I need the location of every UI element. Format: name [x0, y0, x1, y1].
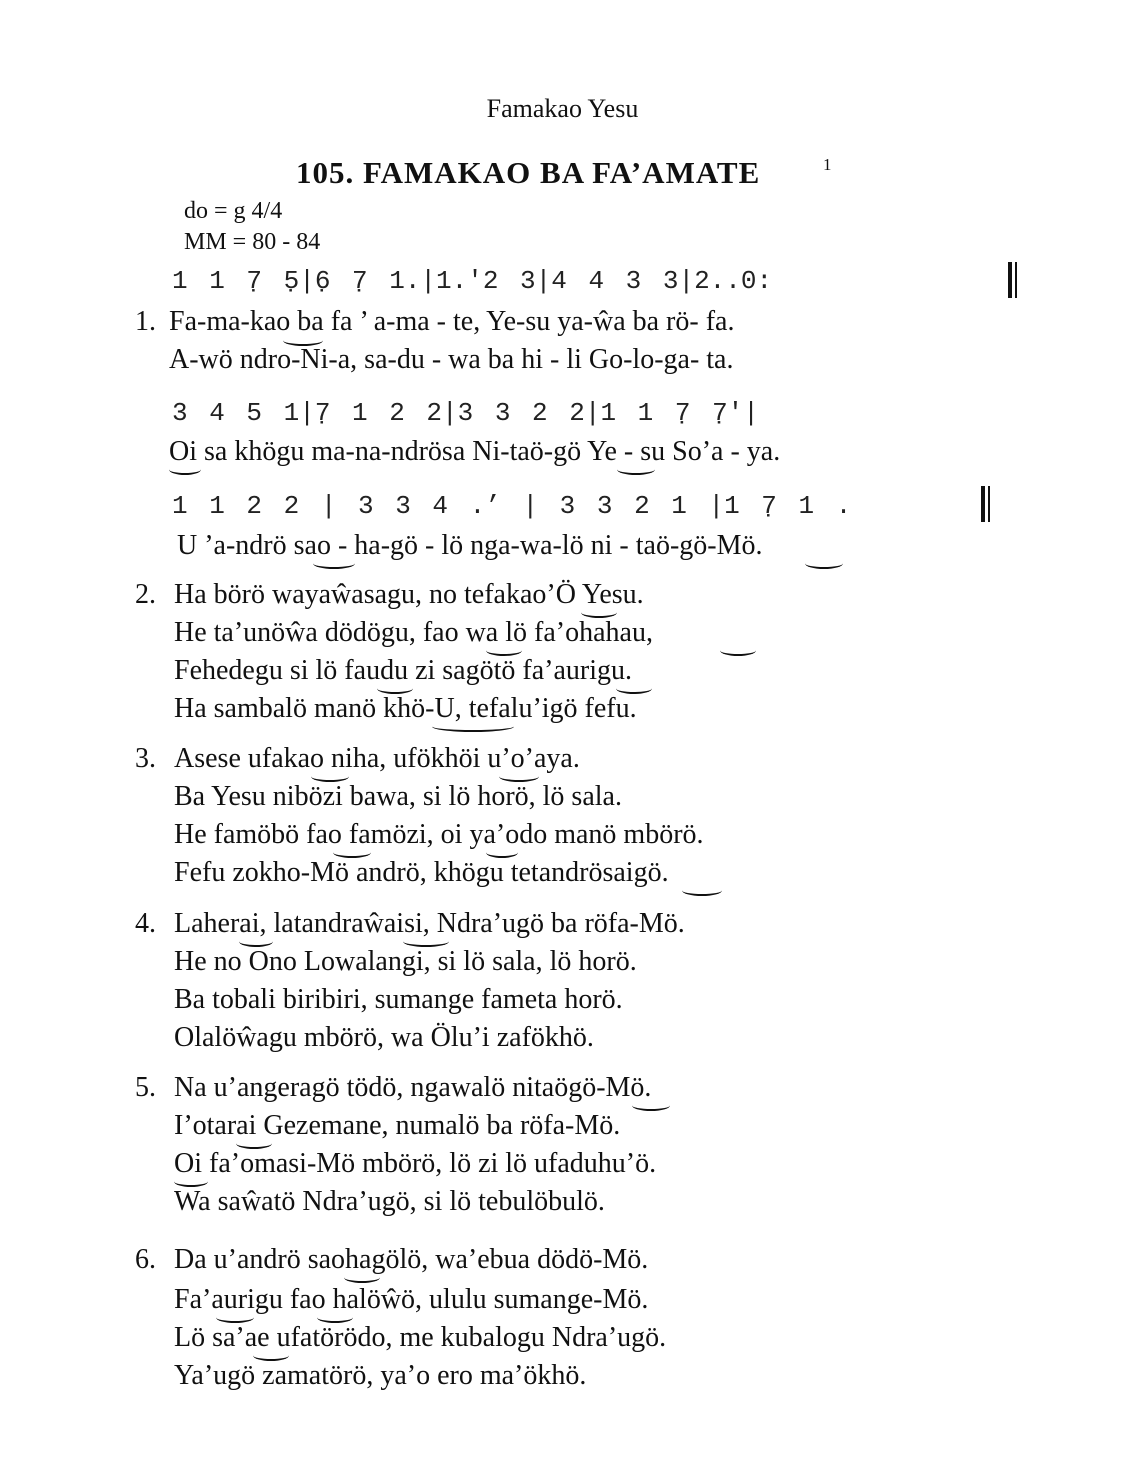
- slur-mark: [333, 847, 371, 858]
- verse-4-line-1: Laherai, latandraŵaisi, Ndra’ugö ba röfa-Mö.: [174, 908, 685, 939]
- verse-4-number: 4.: [135, 908, 156, 939]
- slur-mark: [616, 683, 652, 694]
- final-barline-3-thin: [988, 486, 990, 522]
- verse-3-line-2: Ba Yesu nibözi bawa, si lö horö, lö sala.: [174, 781, 622, 812]
- verse-3-line-3: He famöbö fao famözi, oi ya’odo manö mbörö.: [174, 819, 704, 850]
- verse-5-line-2: I’otarai Gezemane, numalö ba röfa-Mö.: [174, 1110, 621, 1141]
- final-barline-1: [1008, 262, 1012, 298]
- page-header: Famakao Yesu: [486, 94, 639, 123]
- verse-5-line-3: Oi fa’omasi-Mö mbörö, lö zi lö ufaduhu’ö.: [174, 1148, 657, 1179]
- slur-mark: [499, 771, 539, 782]
- final-barline-3: [981, 486, 985, 522]
- verse-2-number: 2.: [135, 579, 156, 610]
- slur-mark: [239, 936, 273, 947]
- hymn-title: 105. FAMAKAO BA FA’AMATE: [296, 155, 761, 190]
- verse-6-line-4: Ya’ugö zamatörö, ya’o ero ma’ökhö.: [174, 1360, 587, 1391]
- slur-mark: [344, 1272, 380, 1283]
- verse-6-line-2: Fa’aurigu fao halöŵö, ululu sumange-Mö.: [174, 1284, 649, 1315]
- verse-2-line-3: Fehedegu si lö faudu zi sagötö fa’aurigu.: [174, 655, 632, 686]
- verse-3-number: 3.: [135, 743, 156, 774]
- slur-mark: [313, 558, 355, 569]
- verse-5-number: 5.: [135, 1072, 156, 1103]
- verse-2-line-2: He ta’unöŵa dödögu, fao wa lö fa’ohahau,: [174, 617, 653, 648]
- refrain-line-1: Oi sa khögu ma-na-ndrösa Ni-taö-gö Ye - su So’a - ya.: [169, 436, 781, 467]
- slur-mark: [805, 558, 843, 569]
- slur-mark: [403, 936, 449, 947]
- slur-mark: [432, 721, 514, 732]
- verse-1-number: 1.: [135, 306, 156, 337]
- slur-mark: [377, 683, 413, 694]
- footnote-mark: 1: [823, 155, 832, 174]
- refrain-line-2: U ’a-ndrö sao - ha-gö - lö nga-wa-lö ni - taö-gö-Mö.: [177, 530, 763, 561]
- tempo-marking: MM = 80 - 84: [184, 229, 321, 255]
- verse-4-line-4: Olalöŵagu mbörö, wa Ölu’i zafökhö.: [174, 1022, 594, 1053]
- verse-1-line-2: A-wö ndro-Ni-a, sa-du - wa ba hi - li Go-lo-ga- ta.: [169, 344, 734, 375]
- verse-3-line-1: Asese ufakao niha, ufökhöi u’o’aya.: [174, 743, 580, 774]
- slur-mark: [283, 335, 323, 346]
- slur-mark: [632, 1100, 670, 1111]
- verse-5-line-1: Na u’angeragö tödö, ngawalö nitaögö-Mö.: [174, 1072, 652, 1103]
- verse-6-number: 6.: [135, 1244, 156, 1275]
- slur-mark: [581, 607, 617, 618]
- verse-2-line-4: Ha sambalö manö khö-U, tefalu’igö fefu.: [174, 693, 637, 724]
- verse-4-line-2: He no Ono Lowalangi, si lö sala, lö horö.: [174, 946, 637, 977]
- verse-1-line-1: Fa-ma-kao ba fa ’ a-ma - te, Ye-su ya-ŵa ba rö- fa.: [169, 306, 735, 337]
- verse-6-line-1: Da u’andrö saohagölö, wa’ebua dödö-Mö.: [174, 1244, 649, 1275]
- slur-mark: [216, 1312, 254, 1323]
- slur-mark: [311, 771, 349, 782]
- verse-2-line-1: Ha börö wayaŵasagu, no tefakao’Ö Yesu.: [174, 579, 644, 610]
- verse-6-line-3: Lö sa’ae ufatörödo, me kubalogu Ndra’ugö.: [174, 1322, 667, 1353]
- notation-line-2: 3 4 5 1|7̣ 1 2 2|3 3 2 2|1 1 7̣ 7̣'|: [172, 398, 759, 428]
- slur-mark: [486, 847, 518, 858]
- slur-mark: [720, 645, 756, 656]
- slur-mark: [617, 464, 655, 475]
- slur-mark: [486, 645, 522, 656]
- verse-4-line-3: Ba tobali biribiri, sumange fameta horö.: [174, 984, 623, 1015]
- slur-mark: [174, 1176, 208, 1187]
- slur-mark: [169, 464, 201, 475]
- verse-3-line-4: Fefu zokho-Mö andrö, khögu tetandrösaigö.: [174, 857, 669, 888]
- notation-line-1: 1 1 7̣ 5̣|6̣ 7̣ 1.|1.'2 3|4 4 3 3|2..0:: [172, 266, 773, 296]
- notation-line-3: 1 1 2 2 | 3 3 4 .’ | 3 3 2 1 |1 7̣ 1 .: [172, 491, 852, 521]
- final-barline-1-thin: [1015, 262, 1017, 298]
- verse-5-line-4: Wa saŵatö Ndra’ugö, si lö tebulöbulö.: [174, 1186, 605, 1217]
- slur-mark: [317, 1312, 353, 1323]
- slur-mark: [236, 1138, 272, 1149]
- slur-mark: [682, 885, 722, 896]
- key-time-signature: do = g 4/4: [184, 198, 283, 224]
- slur-mark: [253, 1350, 289, 1361]
